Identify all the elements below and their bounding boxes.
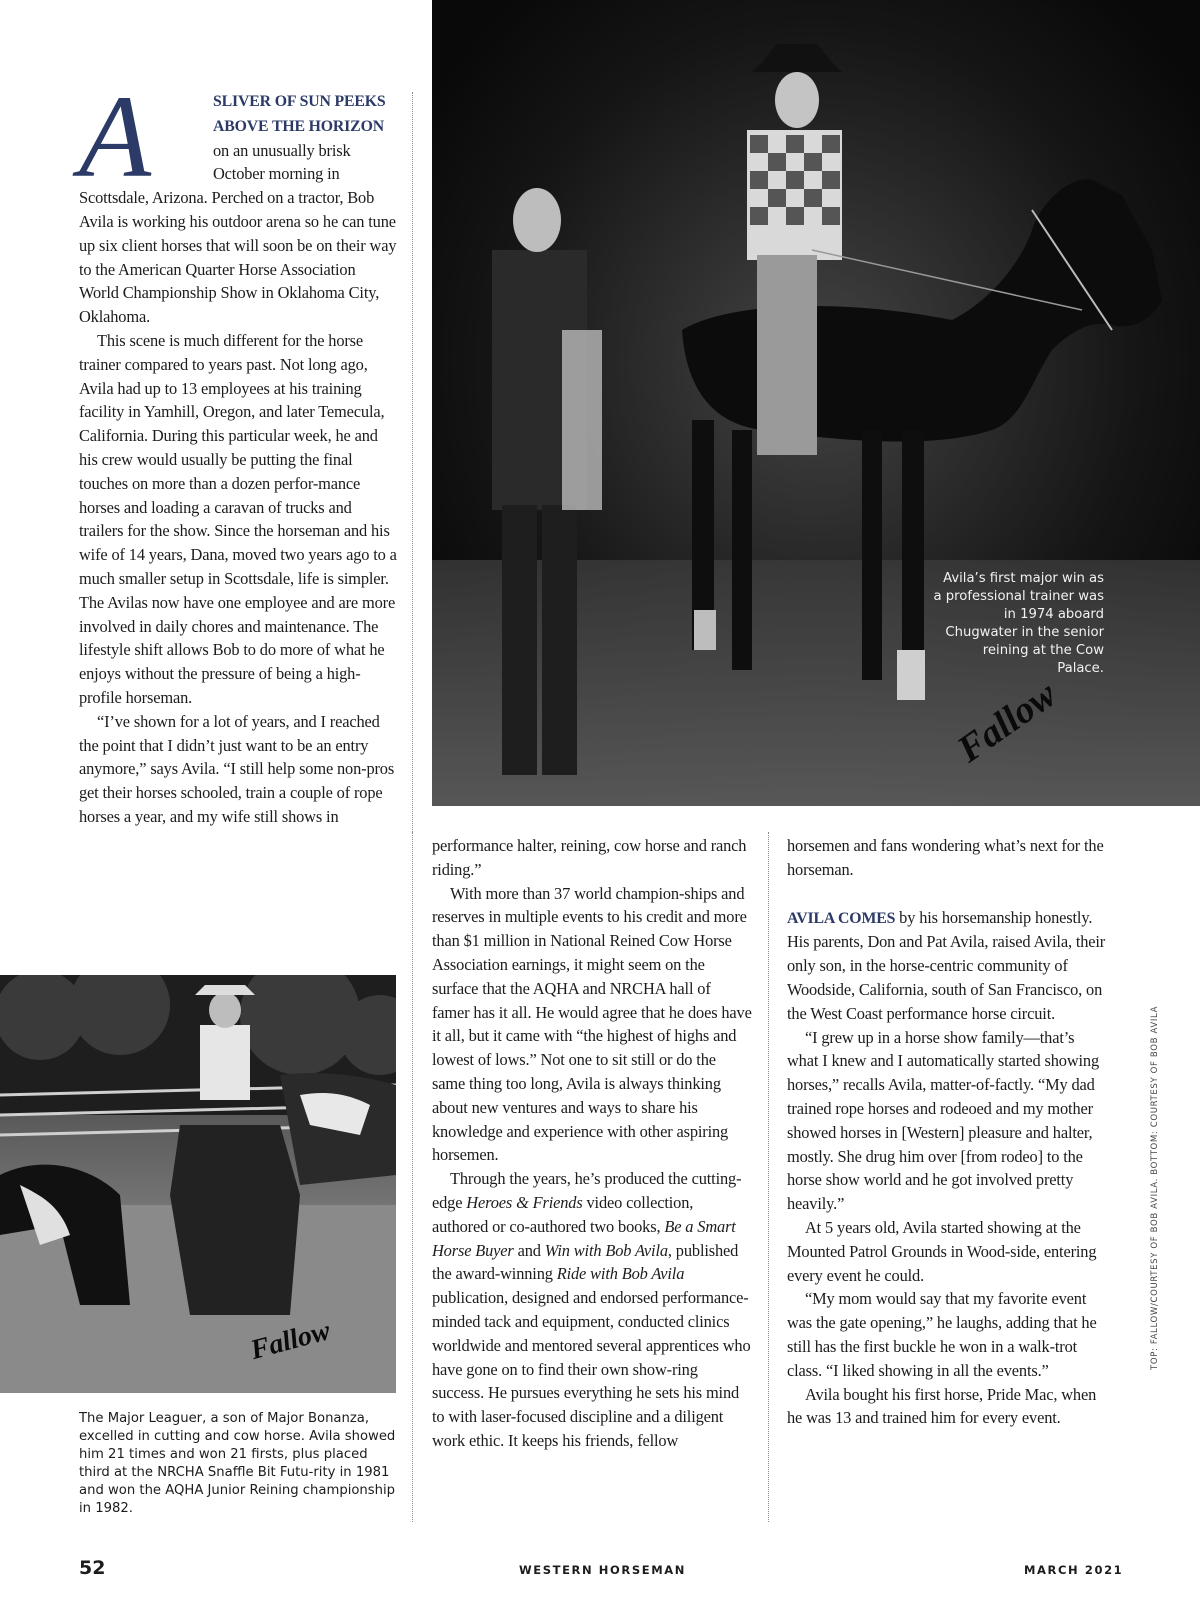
text-run: and xyxy=(513,1240,545,1260)
text-run: by his horsemanship honestly. His parents, Don and Pat Avila, raised Avila, their only son, in the horse-centric community of Woodside, California, south of San Francisco, on the West Coast performance horse circuit. xyxy=(787,907,1106,1023)
title-italic: Heroes & Friends xyxy=(466,1192,583,1212)
issue-date: MARCH 2021 xyxy=(1024,1563,1124,1577)
paragraph: “My mom would say that my favorite event was the gate opening,” he laughs, adding that he still has the first buckle he won in a walk-trot class. “I liked showing in all the events.” xyxy=(787,1289,1097,1380)
title-italic: Be a Smart Horse Buyer xyxy=(432,1216,736,1260)
column-rule xyxy=(412,92,413,952)
main-photo xyxy=(432,0,1200,806)
second-photo-illustration xyxy=(0,975,396,1393)
paragraph: performance halter, reining, cow horse and ranch riding.” xyxy=(432,836,747,879)
section-opening-paragraph xyxy=(787,906,1109,1026)
paragraph: horsemen and fans wondering what’s next for the horseman. xyxy=(787,836,1104,879)
photographer-signature: Fallow xyxy=(949,673,1064,771)
text-run: Through the years, he’s produced the cutting-edge xyxy=(432,1169,742,1212)
column-rule xyxy=(768,832,769,1522)
paragraph: With more than 37 world champion-ships and reserves in multiple events to his credit and more than $1 million in National Reined Cow Horse Association earnings, it might seem on the surface that the AQHA and NRCHA hall of famer has it all. He would agree that he does have it all, but it came with “the highest of highs and lowest of lows.” Not one to sit still or do the same thing too long, Avila is always thinking about new ventures and ways to share his knowledge and experience with other aspiring horsemen. xyxy=(432,883,752,1165)
text-run: publication, designed and endorsed performance-minded tack and equipment, conducted clinics worldwide and mentored several apprentices who have gone on to find their own show-ring success. He pursues everything he sets his mind to with laser-focused discipline and a diligent work ethic. It keeps his friends, fellow xyxy=(432,1288,751,1450)
lead-in: SLIVER OF SUN PEEKS ABOVE THE HORIZON xyxy=(213,93,386,135)
drop-cap: A xyxy=(79,71,152,202)
paragraph: At 5 years old, Avila started showing at the Mounted Patrol Grounds in Wood-side, entering every event he could. xyxy=(787,1217,1097,1285)
opening-text: on an unusually brisk October morning in Scottsdale, Arizona. Perched on a tractor, Bob Avila is working his outdoor arena so he can tune up six client horses that will soon be on their way to the American Quarter Horse Association World Championship Show in Oklahoma City, Oklahoma. xyxy=(79,140,397,327)
title-italic: Win with Bob Avila xyxy=(544,1240,668,1260)
main-photo-caption: Avila’s first major win as a professional trainer was in 1974 aboard Chugwater in the senior reining at the Cow Palace. xyxy=(933,571,1104,676)
paragraph xyxy=(432,1167,752,1453)
paragraph: “I grew up in a horse show family—that’s what I knew and I automatically started showing horses,” recalls Avila, matter-of-factly. “My dad trained rope horses and rodeoed and my mother showed horses in [Western] pleasure and halter, mostly. She drug him over [from rodeo] to the horse show world and he got involved pretty heavily.” xyxy=(787,1027,1100,1214)
column-rule xyxy=(412,832,413,1522)
second-photo xyxy=(0,975,396,1393)
main-photo-illustration xyxy=(432,0,1200,806)
section-lead-in: AVILA COMES xyxy=(787,909,896,927)
article-column-2 xyxy=(432,834,752,1453)
photographer-signature: Fallow xyxy=(247,1315,334,1366)
text-run: video collection, authored or co-authored two books, xyxy=(432,1192,694,1236)
photo-credit: TOP: FALLOW/COURTESY OF BOB AVILA. BOTTOM: COURTESY OF BOB AVILA xyxy=(1150,1005,1160,1370)
paragraph: Avila bought his first horse, Pride Mac, when he was 13 and trained him for every event. xyxy=(787,1384,1097,1428)
page-number: 52 xyxy=(79,1557,106,1579)
paragraph: This scene is much different for the horse trainer compared to years past. Not long ago, Avila had up to 13 employees at his training facility in Yamhill, Oregon, and later Temecula, California. During this particular week, he and his crew would usually be putting the final touches on more than a dozen perfor-mance horses and loading a caravan of trucks and trailers for the show. Since the horseman and his wife of 14 years, Dana, moved two years ago to a much smaller setup in Scottsdale, life is simpler. The Avilas now have one employee and are more involved in daily chores and maintenance. The lifestyle shift allows Bob to do more of what he enjoys without the pressure of being a high-profile horseman. xyxy=(79,330,397,707)
article-column-3 xyxy=(787,834,1109,1430)
title-italic: Ride with Bob Avila xyxy=(556,1264,685,1284)
text-run: , published the award-winning xyxy=(432,1240,739,1284)
magazine-name: WESTERN HORSEMAN xyxy=(519,1563,686,1577)
article-column-1 xyxy=(79,71,397,829)
second-photo-caption: The Major Leaguer, a son of Major Bonanza, excelled in cutting and cow horse. Avila showed him 21 times and won 21 firsts, plus placed third at the NRCHA Snaffle Bit Futu-rity in 1981 and won the AQHA Junior Reining championship in 1982. xyxy=(79,1411,396,1516)
paragraph: “I’ve shown for a lot of years, and I reached the point that I didn’t just want to be an entry anymore,” says Avila. “I still help some non-pros get their horses schooled, train a couple of rope horses a year, and my wife still shows in xyxy=(79,711,395,826)
